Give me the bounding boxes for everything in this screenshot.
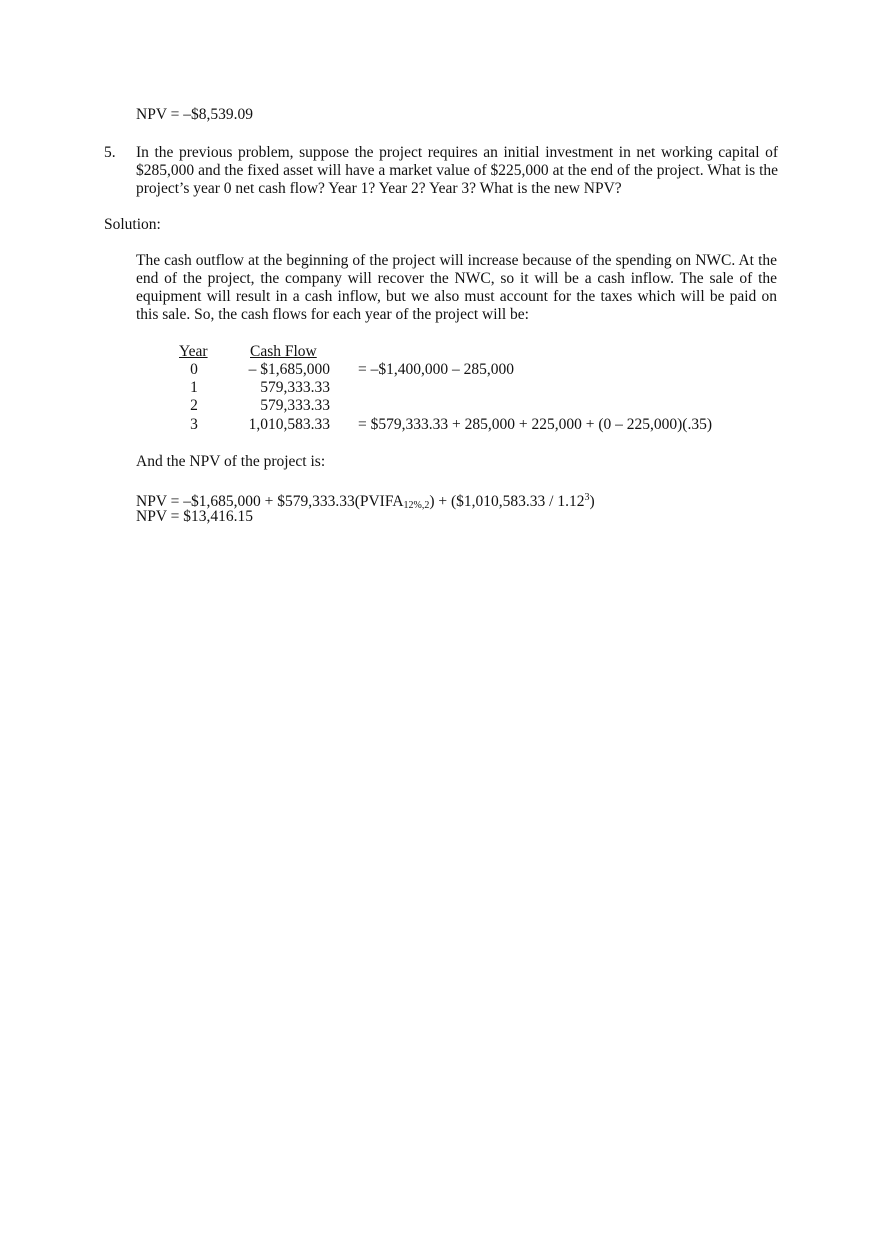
table-cell-year: 1: [190, 379, 198, 396]
table-header-year: Year: [179, 343, 208, 360]
npv-formula-superscript: 3: [584, 492, 590, 503]
table-cell-note: = $579,333.33 + 285,000 + 225,000 + (0 – 225,000)(.35): [358, 416, 712, 433]
table-cell-year: 0: [190, 361, 198, 378]
npv-formula-part: ) + ($1,010,583.33 / 1.12: [429, 493, 585, 510]
table-cell-amount: – $1,685,000: [248, 361, 330, 378]
npv-intro-text: And the NPV of the project is:: [136, 453, 326, 470]
solution-label: Solution:: [104, 216, 161, 233]
previous-npv-result: NPV = –$8,539.09: [136, 106, 253, 123]
npv-formula-part: ): [589, 493, 595, 510]
table-cell-amount: 579,333.33: [260, 397, 330, 414]
solution-paragraph: The cash outflow at the beginning of the project will increase because of the spending on NWC. At the end of the project, the company will recover the NWC, so it will be a cash inflow. The sale of the equipment will result in a cash inflow, but we also must account for the taxes which will be paid on this sale. So, the cash flows for each year of the project will be:: [136, 252, 777, 323]
table-header-cash-flow: Cash Flow: [250, 343, 317, 360]
table-cell-note: = –$1,400,000 – 285,000: [358, 361, 514, 378]
table-cell-year: 2: [190, 397, 198, 414]
npv-formula-subscript: 12%,2: [403, 500, 430, 511]
table-cell-amount: 1,010,583.33: [248, 416, 330, 433]
table-cell-amount: 579,333.33: [260, 379, 330, 396]
question-text: In the previous problem, suppose the project requires an initial investment in net working capital of $285,000 and the fixed asset will have a market value of $225,000 at the end of the project. What is the project’s year 0 net cash flow? Year 1? Year 2? Year 3? What is the new NPV?: [136, 144, 778, 197]
table-cell-year: 3: [190, 416, 198, 433]
npv-result: NPV = $13,416.15: [136, 508, 253, 525]
npv-formula-part: NPV = –$1,685,000 + $579,333.33(PVIFA: [136, 493, 404, 510]
question-number: 5.: [104, 144, 116, 161]
